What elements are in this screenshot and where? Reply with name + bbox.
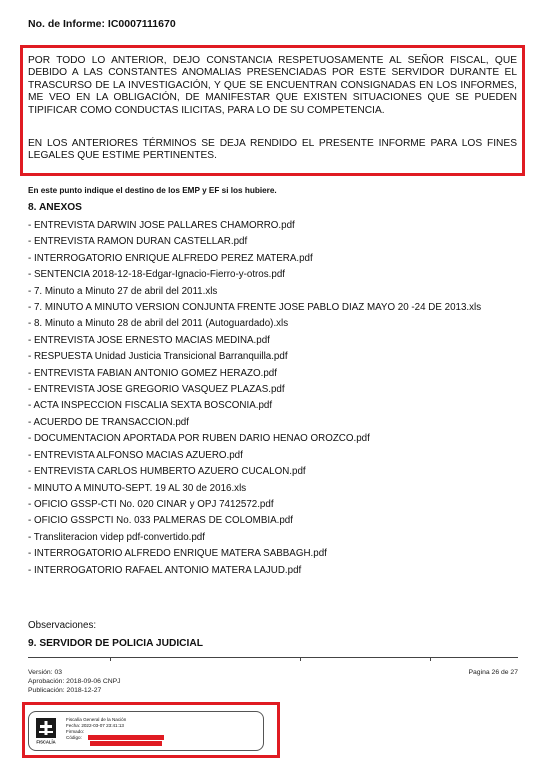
- list-item: - MINUTO A MINUTO-SEPT. 19 AL 30 de 2016.xls: [28, 482, 247, 494]
- signature-date: Fecha: 2022-03-07 23:41:13: [66, 723, 124, 728]
- instruction-note: En este punto indique el destino de los EMP y EF si los hubiere.: [28, 186, 277, 195]
- list-item: - ACUERDO DE TRANSACCION.pdf: [28, 416, 189, 428]
- divider-tick: [110, 657, 111, 661]
- list-item: - ENTREVISTA FABIAN ANTONIO GOMEZ HERAZO.pdf: [28, 367, 277, 379]
- list-item: - INTERROGATORIO ENRIQUE ALFREDO PEREZ MATERA.pdf: [28, 252, 313, 264]
- list-item: - ENTREVISTA DARWIN JOSE PALLARES CHAMORRO.pdf: [28, 220, 295, 231]
- approval-text: Aprobación: 2018-09-06 CNPJ: [28, 677, 121, 685]
- list-item: - INTERROGATORIO ALFREDO ENRIQUE MATERA SABBAGH.pdf: [28, 548, 327, 560]
- list-item: - 8. Minuto a Minuto 28 de abril del 2011 (Autoguardado).xls: [28, 318, 289, 330]
- list-item: - Transliteracion videp pdf-convertido.pdf: [28, 531, 205, 543]
- list-item: - DOCUMENTACION APORTADA POR RUBEN DARIO HENAO OROZCO.pdf: [28, 433, 370, 445]
- page-number: Pagina 26 de 27: [468, 669, 518, 676]
- redaction-bar: [90, 741, 162, 746]
- list-item: - OFICIO GSSP-CTI No. 020 CINAR y OPJ 7412572.pdf: [28, 498, 274, 510]
- signature-entity: Fiscalía General de la Nación: [66, 717, 127, 722]
- list-item: - ENTREVISTA JOSE ERNESTO MACIAS MEDINA.pdf: [28, 334, 270, 346]
- version-text: Versión: 03: [28, 669, 63, 676]
- conclusion-paragraph-1: POR TODO LO ANTERIOR, DEJO CONSTANCIA RESPETUOSAMENTE AL SEÑOR FISCAL, QUE DEBIDO A LAS CONSTANTES ANOMALIAS PRESENCIADAS POR ESTE SERVIDOR DURANTE EL TRASCURSO DE LA INVESTIGACIÓN, Y QUE SE ENCUENTRAN CONSIGNADAS EN LOS INFORMES, ME VEO EN LA OBLIGACIÓN, DE MANIFESTAR QUE EXISTEN SITUACIONES QUE SE PUEDEN TIPIFICAR COMO CONDUCTAS ILICITAS, PARA LO DE SU COMPETENCIA.: [28, 55, 517, 116]
- signature-code: Código:: [66, 735, 82, 740]
- document-metadata: [28, 669, 121, 695]
- observaciones-label: Observaciones:: [28, 620, 97, 631]
- list-item: - OFICIO GSSPCTI No. 033 PALMERAS DE COLOMBIA.pdf: [28, 515, 293, 527]
- list-item: - ACTA INSPECCION FISCALIA SEXTA BOSCONIA.pdf: [28, 400, 273, 412]
- signature-signed-by: Firmado:: [66, 729, 85, 734]
- logo-caption: FISCALÍA: [36, 739, 56, 745]
- conclusion-paragraph-2: EN LOS ANTERIORES TÉRMINOS SE DEJA RENDIDO EL PRESENTE INFORME PARA LOS FINES LEGALES QUE ESTIME PERTINENTES.: [28, 138, 517, 162]
- anexos-heading: 8. ANEXOS: [28, 202, 82, 213]
- list-item: - ENTREVISTA RAMON DURAN CASTELLAR.pdf: [28, 236, 248, 248]
- redaction-bar: [88, 735, 164, 740]
- servidor-heading: 9. SERVIDOR DE POLICIA JUDICIAL: [28, 638, 203, 649]
- list-item: - SENTENCIA 2018-12-18-Edgar-Ignacio-Fierro-y-otros.pdf: [28, 269, 285, 281]
- footer-divider: [28, 657, 518, 658]
- list-item: - INTERROGATORIO RAFAEL ANTONIO MATERA LAJUD.pdf: [28, 564, 302, 576]
- fiscalia-logo-icon: [35, 717, 57, 745]
- divider-tick: [430, 657, 431, 661]
- anexos-list: [28, 218, 518, 579]
- list-item: - 7. MINUTO A MINUTO VERSION CONJUNTA FRENTE JOSE PABLO DIAZ MAYO 20 -24 DE 2013.xls: [28, 302, 482, 314]
- report-number: No. de Informe: IC0007111670: [28, 18, 176, 30]
- list-item: - ENTREVISTA ALFONSO MACIAS AZUERO.pdf: [28, 449, 243, 461]
- list-item: - RESPUESTA Unidad Justicia Transicional Barranquilla.pdf: [28, 351, 288, 363]
- list-item: - 7. Minuto a Minuto 27 de abril del 2011.xls: [28, 285, 218, 297]
- publication-text: Publicación: 2018-12-27: [28, 686, 102, 694]
- list-item: - ENTREVISTA JOSE GREGORIO VASQUEZ PLAZAS.pdf: [28, 384, 285, 396]
- divider-tick: [300, 657, 301, 661]
- list-item: - ENTREVISTA CARLOS HUMBERTO AZUERO CUCALON.pdf: [28, 466, 306, 478]
